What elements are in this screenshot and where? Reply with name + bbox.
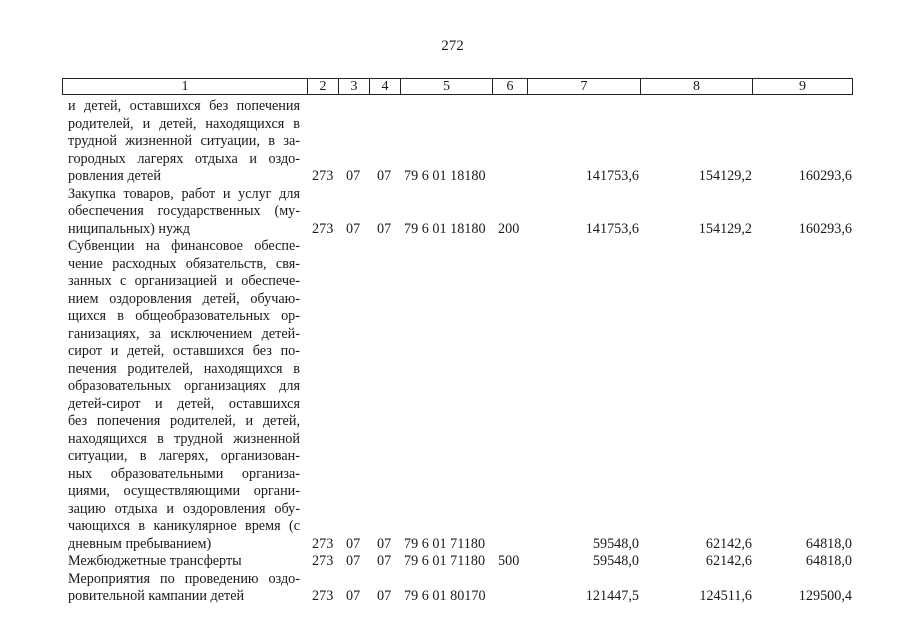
description-line: детей-сирот и детей, оставшихся [68, 395, 300, 412]
description-line: ситуации, в лагерях, организован- [68, 448, 300, 464]
header-row [63, 79, 853, 95]
description-line: циями, осуществляющими органи- [68, 483, 300, 499]
column-5-value: 79 6 01 18180 [404, 220, 486, 237]
column-9-value: 64818,0 [805, 553, 852, 569]
row-description [68, 98, 300, 186]
column-7-value: 59548,0 [592, 553, 639, 569]
column-3-value: 07 [346, 220, 361, 237]
table-row [0, 238, 905, 553]
column-6-value: 500 [498, 553, 520, 569]
description-line: Субвенции на финансовое обеспе- [68, 238, 300, 254]
description-line: ровления детей [68, 168, 161, 184]
description-line: печения родителей, находящихся в [68, 360, 300, 377]
description-line: находящихся в трудной жизненной [68, 430, 300, 447]
description-line: Закупка товаров, работ и услуг для [68, 185, 300, 202]
description-line: без попечения родителей, и детей, [68, 413, 300, 429]
column-3-value: 07 [346, 553, 361, 569]
header-col-8: 8 [641, 79, 753, 95]
column-8-value: 62142,6 [705, 553, 752, 569]
header-col-3: 3 [339, 79, 370, 95]
column-4-value: 07 [377, 220, 392, 237]
column-8-value: 154129,2 [698, 168, 752, 184]
row-description [68, 238, 300, 553]
header-col-1: 1 [63, 79, 308, 95]
column-8-value: 154129,2 [698, 220, 752, 237]
column-8-value: 62142,6 [705, 535, 752, 552]
row-description [68, 553, 300, 571]
column-2-value: 273 [312, 588, 334, 604]
column-7-value: 141753,6 [585, 220, 639, 237]
column-header-table [62, 78, 853, 95]
description-line: ганизациях, за исключением детей- [68, 325, 300, 342]
header-col-4: 4 [370, 79, 401, 95]
description-line: ровительной кампании детей [68, 588, 245, 604]
column-3-value: 07 [346, 535, 361, 552]
column-3-value: 07 [346, 588, 361, 604]
row-description [68, 186, 300, 239]
row-description [68, 571, 300, 606]
description-line: ных образовательными организа- [68, 465, 300, 482]
table-row [0, 98, 905, 186]
column-9-value: 160293,6 [798, 220, 852, 237]
column-9-value: 64818,0 [805, 535, 852, 552]
column-4-value: 07 [377, 588, 392, 604]
description-line: Мероприятия по проведению оздо- [68, 570, 300, 587]
description-line: трудной жизненной ситуации, в за- [68, 133, 300, 149]
page-number: 272 [441, 38, 464, 54]
description-line: обеспечения государственных (му- [68, 203, 300, 219]
column-4-value: 07 [377, 535, 392, 552]
column-8-value: 124511,6 [699, 588, 752, 604]
column-7-value: 59548,0 [592, 535, 639, 552]
header-col-5: 5 [401, 79, 493, 95]
column-6-value: 200 [498, 220, 520, 237]
description-line: щихся в общеобразовательных ор- [68, 308, 300, 324]
column-7-value: 121447,5 [585, 588, 639, 604]
column-5-value: 79 6 01 80170 [404, 588, 486, 604]
column-2-value: 273 [312, 220, 334, 237]
description-line: чающихся в каникулярное время (с [68, 518, 300, 534]
column-2-value: 273 [312, 535, 334, 552]
header-col-9: 9 [753, 79, 853, 95]
column-9-value: 129500,4 [798, 588, 852, 604]
description-line: чение расходных обязательств, свя- [68, 255, 300, 272]
description-line: ниципальных) нужд [68, 220, 190, 237]
column-2-value: 273 [312, 168, 334, 184]
description-line: нием оздоровления детей, обучаю- [68, 290, 300, 307]
column-2-value: 273 [312, 553, 334, 569]
description-line: и детей, оставшихся без попечения [68, 98, 300, 114]
header-col-7: 7 [528, 79, 641, 95]
description-line: занных с организацией и обеспече- [68, 273, 300, 289]
header-col-6: 6 [493, 79, 528, 95]
description-line: городных лагерях отдыха и оздо- [68, 150, 300, 167]
column-5-value: 79 6 01 71180 [404, 535, 486, 552]
description-line: родителей, и детей, находящихся в [68, 115, 300, 132]
description-line: Межбюджетные трансферты [68, 553, 242, 569]
description-line: образовательных организациях для [68, 378, 300, 394]
description-line: сирот и детей, оставшихся без по- [68, 343, 300, 359]
column-7-value: 141753,6 [585, 168, 639, 184]
column-4-value: 07 [377, 553, 392, 569]
column-9-value: 160293,6 [798, 168, 852, 184]
description-line: зацию отдыха и оздоровления обу- [68, 500, 300, 517]
header-col-2: 2 [308, 79, 339, 95]
column-4-value: 07 [377, 168, 392, 184]
table-row [0, 186, 905, 239]
description-line: дневным пребыванием) [68, 535, 212, 552]
column-3-value: 07 [346, 168, 361, 184]
column-5-value: 79 6 01 71180 [404, 553, 486, 569]
column-5-value: 79 6 01 18180 [404, 168, 486, 184]
table-row [0, 553, 905, 571]
table-row [0, 571, 905, 606]
